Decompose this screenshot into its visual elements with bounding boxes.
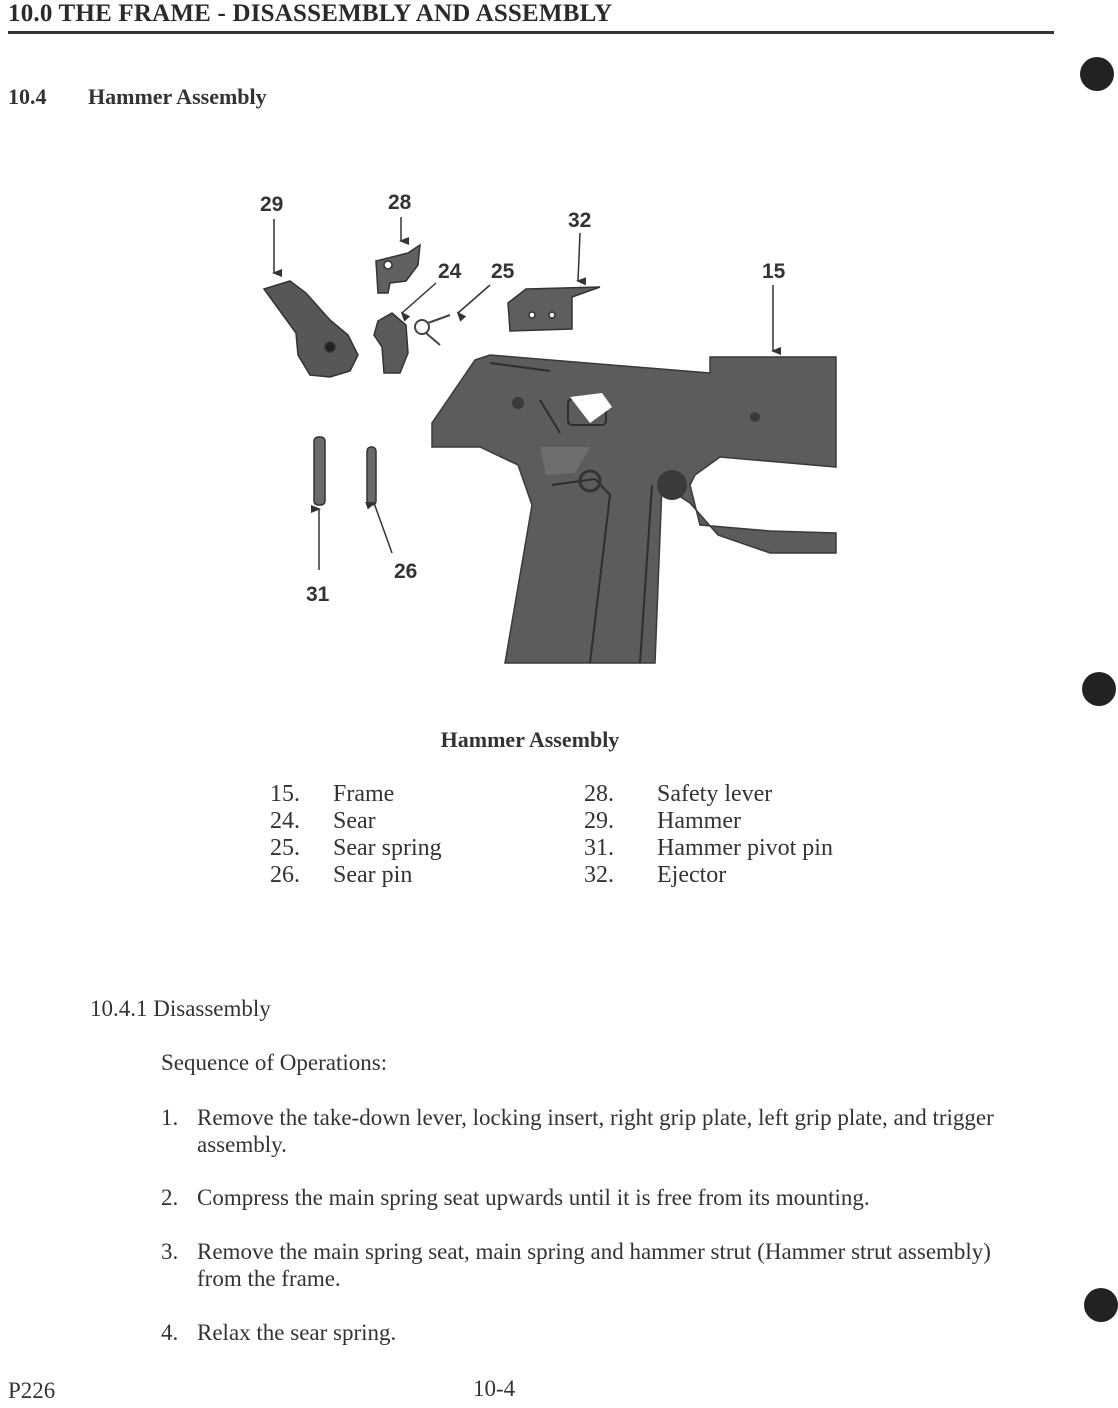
punch-hole-middle <box>1082 672 1116 706</box>
step-text: Compress the main spring seat upwards until it is free from its mounting. <box>197 1185 870 1210</box>
footer-model: P226 <box>8 1378 56 1403</box>
legend-label: Hammer <box>657 808 741 834</box>
callout-28: 28 <box>388 191 412 214</box>
step-text: Remove the take-down lever, locking insert, right grip plate, left grip plate, and trigger assembly. <box>197 1105 994 1157</box>
frame-part <box>432 355 836 663</box>
callout-26: 26 <box>394 560 418 583</box>
legend-number: 32. <box>584 862 614 888</box>
chapter-heading: 10.0 THE FRAME - DISASSEMBLY AND ASSEMBLY <box>8 0 613 27</box>
step-number: 4. <box>161 1320 179 1345</box>
figure-caption: Hammer Assembly <box>440 727 620 752</box>
legend-label: Frame <box>333 781 395 807</box>
legend-label: Ejector <box>657 862 727 888</box>
footer-page-number: 10-4 <box>473 1376 516 1401</box>
callout-31: 31 <box>306 583 330 606</box>
sear-part <box>374 313 408 373</box>
subsection-title: 10.4.1 Disassembly <box>90 996 271 1021</box>
step-text: Relax the sear spring. <box>197 1320 397 1345</box>
punch-hole-top <box>1080 57 1114 91</box>
hammer-part <box>264 281 358 377</box>
sear-pin-part <box>367 447 376 505</box>
legend-number: 31. <box>584 835 614 861</box>
ejector-part <box>508 287 600 331</box>
callout-25: 25 <box>491 260 515 283</box>
legend-number: 24. <box>270 808 300 834</box>
legend-label: Hammer pivot pin <box>657 835 833 861</box>
step-number: 2. <box>161 1185 179 1210</box>
sear-spring-part <box>415 315 450 345</box>
legend-number: 15. <box>270 781 300 807</box>
callout-arrow-26 <box>374 503 392 553</box>
legend-label: Safety lever <box>657 781 773 807</box>
callout-15: 15 <box>762 260 786 283</box>
callout-32: 32 <box>568 209 592 232</box>
step-number: 3. <box>161 1239 179 1264</box>
punch-hole-bottom <box>1084 1288 1118 1322</box>
step-text: Remove the main spring seat, main spring and hammer strut (Hammer strut assembly) from the frame. <box>197 1239 991 1291</box>
callout-arrow-32 <box>578 233 580 281</box>
legend-number: 28. <box>584 781 614 807</box>
legend-label: Sear <box>333 808 376 834</box>
legend-number: 25. <box>270 835 300 861</box>
callout-arrow-24 <box>402 283 436 313</box>
legend-number: 26. <box>270 862 300 888</box>
hammer-assembly-figure <box>250 185 850 680</box>
hammer-pivot-pin-part <box>314 437 325 505</box>
callout-24: 24 <box>438 260 462 283</box>
legend-number: 29. <box>584 808 614 834</box>
callout-29: 29 <box>260 193 284 216</box>
sequence-intro: Sequence of Operations: <box>161 1050 388 1075</box>
callout-arrow-25 <box>458 285 490 313</box>
step-number: 1. <box>161 1105 179 1130</box>
header-rule <box>8 31 1054 34</box>
legend-label: Sear spring <box>333 835 442 861</box>
safety-lever-part <box>376 245 420 293</box>
section-number: 10.4 <box>8 84 47 109</box>
section-title: Hammer Assembly <box>88 84 267 109</box>
legend-label: Sear pin <box>333 862 413 888</box>
